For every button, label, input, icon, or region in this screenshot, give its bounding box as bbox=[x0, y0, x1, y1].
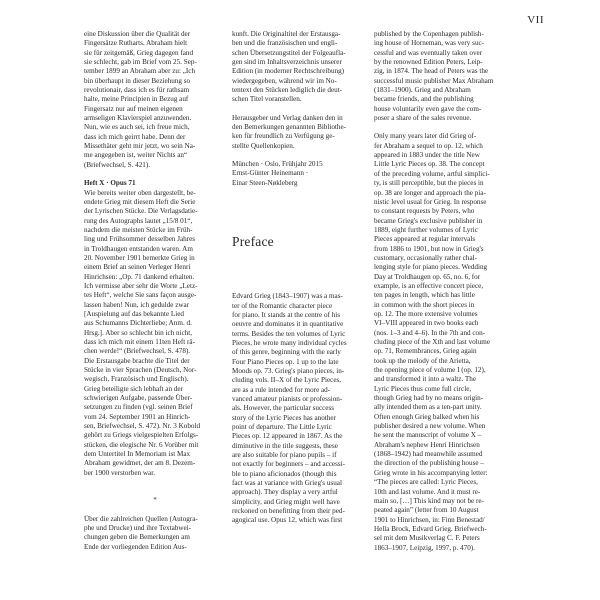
paragraph: Herausgeber und Verlag danken den in den Bemerkungen genannten Bibliothe- ken für freundlich zu Verfügung ge- stellte Quellenkopien. bbox=[232, 113, 347, 150]
spacer bbox=[232, 188, 372, 234]
column-left bbox=[84, 30, 226, 552]
column-right bbox=[374, 30, 519, 553]
paragraph: Only many years later did Grieg of- fer Abraham a sequel to op. 12, which appeared in 1883 under the title New Little Lyric Pieces op. 38. The concept of the preceding volume, artful simplici- ty, is still perceptible, but the pieces in op. 38 are longer and approach the pia- nistic level usual for Grieg. In response to constant requests by Peters, who became Grieg's exclusive publisher in 1889, eight further volumes of Lyric Pieces appeared at regular intervals from 1886 to 1901, but now in Grieg's customary, occasionally rather chal- lenging style for piano pieces. Wedding Day at Troldhaugen op. 65, no. 6, for example, is an effective concert piece, ten pages in length, which has little in common with the short pieces in op. 12. The more extensive volumes VI–VIII appeared in two books each (nos. 1–3 and 4–6). In the 7th and con- cluding piece of the Xth and last volume op. 71, Remembrances, Grieg again took up the melody of the Arietta, the opening piece of volume I (op. 12), and transformed it into a waltz. The Lyric Pieces thus come full circle, though Grieg had by no means origin- ally intended them as a ten-part unity. Often enough Grieg balked when his publisher desired a new volume. When he sent the manuscript of volume X – Abraham's nephew Henri Hinrichsen (1868–1942) had meanwhile assumed the direction of the publishing house – Grieg wrote in his accompanying letter: “The pieces are called: Lyric Pieces, 10th and last volume. And it must re- main so, […] This kind may not be re- peated again” (letter from 10 August 1901 to Hinrichsen, in: Finn Benestad/ Hella Brock, Edvard Grieg. Briefwech- sel mit dem Musikverlag C. F. Peters 1863–1907, Leipzig, 1997, p. 470). bbox=[374, 132, 491, 552]
spacer bbox=[232, 105, 372, 114]
section-separator: * bbox=[153, 496, 157, 505]
page-number: VII bbox=[527, 14, 544, 26]
paragraph: Edvard Grieg (1843–1907) was a mas- ter of the Romantic character piece for piano. It stands at the centre of his oeuvre and dominates it in quantitative terms. Besides the ten volumes of Lyric Pieces, he wrote many individual cycles of this genre, beginning with the early Four Piano Pieces op. 1 up to the late Moods op. 73. Grieg's piano pieces, in- cluding vols. II–X of the Lyric Pieces, are as a rule intended for more ad- vanced amateur pianists or profession- als. However, the particular success story of the Lyric Pieces has another point of departure. The Little Lyric Pieces op. 12 appeared in 1867. As the diminutive in the title suggests, these are also suitable for piano pupils – if not exactly for beginners – and accessi- ble to piano aficionados (though this fact was at variance with Grieg's usual approach). They display a very artful simplicity, and Grieg might well have reckoned on benefitting from their ped- agogical use. Opus 12, which was first bbox=[232, 292, 347, 525]
paragraph: Über die zahlreichen Quellen (Autogra- phe und Drucke) und ihre Textabwei- chungen geben die Bemerkungen am Ende der vorliegenden Edition Aus- bbox=[84, 514, 198, 551]
paragraph: eine Diskussion über die Qualität der Fingersätze Rutharts. Abraham hielt sie für zeitgemäß, Grieg dagegen fand sie schlecht, gab im Brief vom 25. Sep- tember 1899 an Abraham aber zu: „Ich bin überhaupt in dieser Beziehung so revolutionair, dass ich es für rathsam halte, meine Principien in Bezug auf Fingersatz nur auf meinen eigenen armseligen Klavierspiel anzuwenden. Nun, wie es auch sei, ich freue mich, dass ich mich geirrt habe. Denn der Missethäter geht mir jetzt, wo sein Na- me angegeben ist, weiter Nichts an“ (Briefwechsel, S. 421). bbox=[84, 30, 197, 169]
paragraph: published by the Copenhagen publish- ing house of Horneman, was very suc- cessful and was eventually taken over by the renowned Edition Peters, Leip- zig, in 1874. The head of Peters was the successful music publisher Max Abraham (1831–1900). Grieg and Abraham became friends, and the publishing house voluntarily even gave the com- poser a share of the sales revenue. bbox=[374, 30, 494, 123]
spacer bbox=[84, 170, 226, 179]
spacer bbox=[374, 123, 519, 132]
paragraph: Wie bereits weiter oben dargestellt, be- endete Grieg mit diesem Heft die Serie der Lyrischen Stücke. Die Verlagsdatie- rung des Autographs lautet „15/8 01“, nachdem die meisten Stücke im Früh- ling und Frühsommer desselben Jahres in Troldhaugen entstanden waren. Am 20. November 1901 bemerkte Grieg in einem Brief an seinen Verleger Henri Hinrichsen: „Op. 71 dankend erhalten. Ich vermisse aber sehr die Worte „Letz- tes Heft“, welche Sie sans façon ausge- lassen haben! Nun, ich gedulde zwar [Auspielung auf das bekannte Lied aus Schumanns Dichterliebe; Anm. d. Hrsg.]. Aber so schlecht bin ich nicht, dass ich mich mit einem 11ten Heft rä- chen werde!“ (Briefwechsel, S. 478). Die Erstausgabe brachte die Titel der Stücke in vier Sprachen (Deutsch, Nor- wegisch, Französisch und Englisch). Grieg beteiligte sich lebhaft an der schwierigen Aufgabe, passende Über- setzungen zu finden (vgl. seinen Brief vom 24. September 1901 an Hinrich- sen, Briefwechsel, S. 472). Nr. 3 Kobold gehört zu Griegs vielgespielten Erfolgs- stücken, die elegische Nr. 6 Vorüber mit dem Untertitel In Memoriam ist Max Abraham gewidmet, der am 8. Dezem- ber 1900 verstorben war. bbox=[84, 188, 201, 477]
preface-heading: Preface bbox=[232, 234, 274, 250]
spacer bbox=[84, 506, 226, 515]
column-middle bbox=[232, 30, 372, 526]
section-heading: Heft X · Opus 71 bbox=[84, 179, 136, 188]
signature: München · Oslo, Frühjahr 2015 Ernst-Günter Heinemann · Einar Steen-Nøkleberg bbox=[232, 160, 323, 187]
spacer bbox=[232, 250, 372, 292]
spacer bbox=[84, 478, 226, 496]
paragraph: kunft. Die Originaltitel der Erstausga- ben und die französischen und engli- schen Übersetzungstitel der Folgeaufla- gen sind im Inhaltsverzeichnis unserer Edition (in moderner Rechtschreibung) wiedergegeben, während wir im No- tentext den Stücken lediglich die deut- schen Titel voranstellen. bbox=[232, 30, 346, 104]
spacer bbox=[232, 151, 372, 160]
